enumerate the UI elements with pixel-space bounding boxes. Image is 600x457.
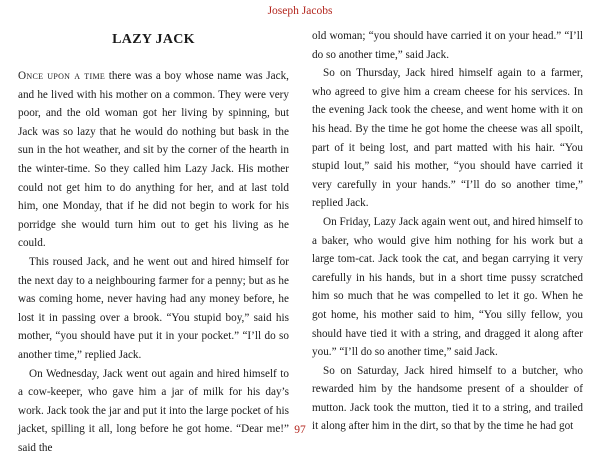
story-title: LAZY JACK [18, 31, 289, 49]
opening-smallcaps: Once upon a time [18, 70, 105, 82]
page-number: 97 [0, 424, 600, 436]
continued-paragraph: old woman; “you should have carried it on your head.” “I’ll do so another time,” said Jack. [312, 27, 583, 64]
opening-text: there was a boy whose name was Jack, and he lived with his mother on a common. They were very poor, and the old woman got her living by spinning, but Jack was so lazy that he would do nothing but bask in the sun in the hot weather, and sit by the corner of the hearth in the winter-time. So they called him Lazy Jack. His mother could not get him to do anything for her, and at last told him, one Monday, that if he did not begin to work for his porridge she would turn him out to get his living as he could. [18, 70, 289, 249]
paragraph: On Friday, Lazy Jack again went out, and hired himself to a baker, who would give him nothing for his work but a large tom-cat. Jack took the cat, and began carrying it very carefully in his hands, but in a short time pussy scratched him so much that he was compelled to let it go. When he got home, his mother said to him, “You silly fellow, you should have tied it with a string, and dragged it along after you.” “I’ll do so another time,” said Jack. [312, 213, 583, 362]
left-column [18, 27, 289, 457]
opening-paragraph [18, 67, 289, 253]
running-head: Joseph Jacobs [0, 5, 600, 17]
paragraph: On Wednesday, Jack went out again and hired himself to a cow-keeper, who gave him a jar of milk for his day’s work. Jack took the jar and put it into the large pocket of his jacket, spilling it all, long before he got home. “Dear me!” said the [18, 365, 289, 457]
paragraph: So on Saturday, Jack hired himself to a butcher, who rewarded him by the handsome present of a shoulder of mutton. Jack took the mutton, tied it to a string, and trailed it along after him in the dirt, so that by the time he had got [312, 362, 583, 436]
paragraph: This roused Jack, and he went out and hired himself for the next day to a neighbouring farmer for a penny; but as he was coming home, never having had any money before, he lost it in passing over a brook. “You stupid boy,” said his mother, “you should have put it in your pocket.” “I’ll do so another time,” replied Jack. [18, 253, 289, 365]
right-column [312, 27, 583, 436]
paragraph: So on Thursday, Jack hired himself again to a farmer, who agreed to give him a cream cheese for his services. In the evening Jack took the cheese, and went home with it on his head. By the time he got home the cheese was all spoilt, part of it being lost, and part matted with his hair. “You stupid lout,” said his mother, “you should have carried it very carefully in your hands.” “I’ll do so another time,” replied Jack. [312, 64, 583, 213]
